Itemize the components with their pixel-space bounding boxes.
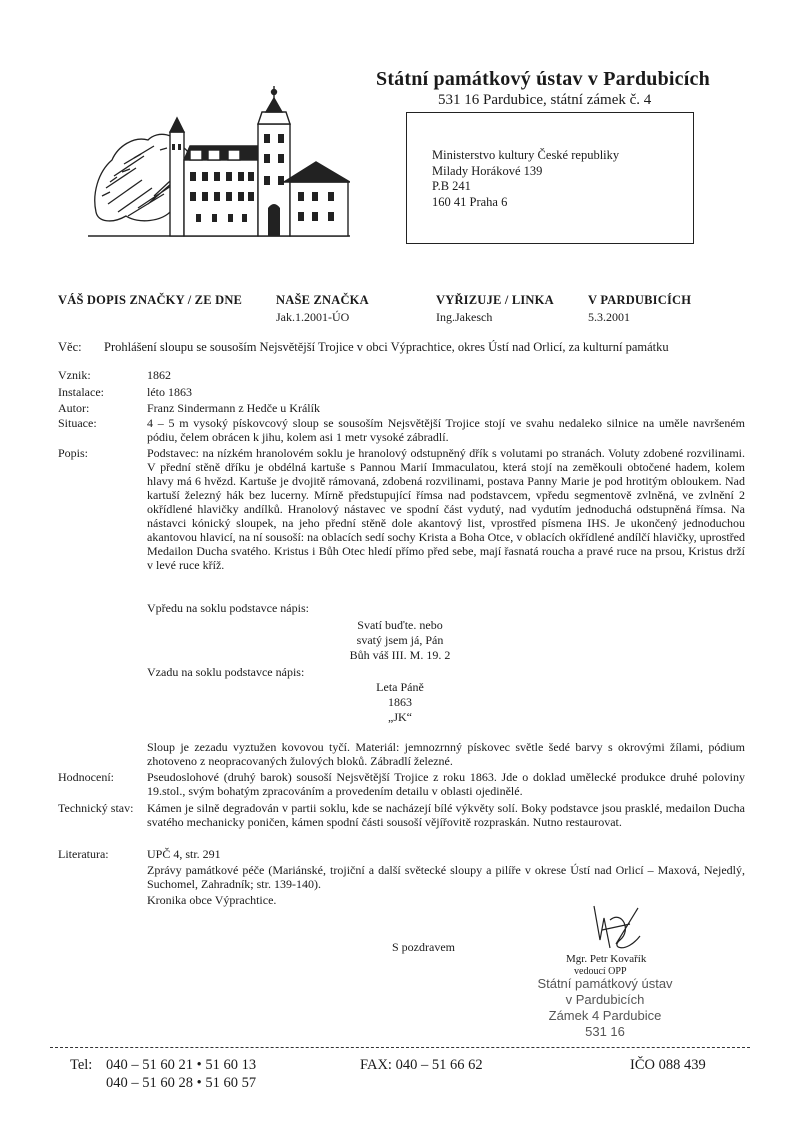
inscription-line: Leta Páně: [376, 680, 424, 694]
popis-label: Popis:: [58, 446, 89, 460]
popis-value: Podstavec: na nízkém hranolovém soklu je hranolový odstupněný dřík s volutami po stranách. Voluty zdobené rozvilinami. V přední stěně dříku je obdélná kartuše s Pannou Marií Immaculatou, která stojí na zeměkouli obtočené hadem, kolem hlavy má 6 hvězd. Kartuše je dvojitě rámovaná, zdobená rozvilinami, postava Panny Marie je pod hrotitým obloukem. Nad kartuší železný hák bez lucerny. Mírně předstupující římsa nad podstavcem, vpředu segmentově zvlněná, ve zvlnění 2 okřídlené hlavičky andílků. Hranolový nástavec ve spodní část vydutý, nad vydutím jednoduchá odstupněná římsa. Na nástavci kónický sloupek, na jeho přední stěně dole akantový list, vprostřed písmena IHS. Je ukončený jednoduchou akantovou hlavicí, na ní sousoší: na oblacích sedí sochy Krista a Boha Otce, v oblacích okřídlené andílčí hlavičky, uprostřed Medailon Ducha svatého. Kristus i Bůh Otec hledí přímo před sebe, mají řasnatá roucha a pravé ruce na prsou, Kristus drží v levé ruce kříž.: [147, 446, 745, 572]
hodnoceni-label: Hodnocení:: [58, 770, 114, 784]
your-letter-ref: [58, 293, 242, 308]
recipient-line: 160 41 Praha 6: [432, 194, 508, 209]
stamp-line: Zámek 4 Pardubice: [548, 1008, 662, 1023]
front-inscription: [300, 618, 500, 663]
vznik-label: Vznik:: [58, 368, 91, 382]
back-inscription-label: Vzadu na soklu podstavce nápis:: [147, 665, 305, 679]
literatura-label: Literatura:: [58, 847, 109, 861]
subject-line: [58, 340, 669, 355]
our-ref-value: Jak.1.2001-ÚO: [276, 310, 350, 324]
inscription-line: „JK“: [388, 710, 412, 724]
castle-logo-icon: [88, 84, 350, 244]
literatura-item: UPČ 4, str. 291: [147, 847, 221, 861]
inscription-line: svatý jsem já, Pán: [356, 633, 444, 647]
greeting: S pozdravem: [392, 940, 455, 954]
stamp-line: Státní památkový ústav: [537, 976, 673, 991]
our-ref: [276, 293, 369, 325]
literatura-list: [147, 847, 745, 907]
autor-value: Franz Sindermann z Hedče u Králík: [147, 401, 320, 415]
handled-by-label: VYŘIZUJE / LINKA: [436, 293, 554, 307]
place-label: V PARDUBICÍCH: [588, 293, 692, 307]
situace-value: 4 – 5 m vysoký pískovcový sloup se sousoším Nejsvětější Trojice stojí ve svahu nedaleko silnice na uměle navršeném pódiu, čelem obrácen k jihu, kolem asi 1 metr vysoké zábradlí.: [147, 416, 745, 444]
footer-ico: IČO 088 439: [630, 1057, 706, 1073]
recipient-address: [432, 148, 619, 210]
footer-phones: [106, 1056, 256, 1092]
technicky-stav-label: Technický stav:: [58, 801, 134, 815]
your-letter-label: VÁŠ DOPIS ZNAČKY / ZE DNE: [58, 293, 243, 307]
signer-name: Mgr. Petr Kovařík: [566, 953, 647, 965]
phone-line: 040 – 51 60 21 • 51 60 13: [106, 1057, 257, 1073]
footer-fax: FAX: 040 – 51 66 62: [360, 1057, 483, 1073]
signer-role: vedoucí OPP: [574, 966, 627, 977]
our-ref-label: NAŠE ZNAČKA: [276, 293, 369, 307]
date-value: 5.3.2001: [588, 310, 630, 324]
material-paragraph: Sloup je zezadu vyztužen kovovou tyčí. Materiál: jemnozrnný pískovec světle šedé barvy s okrovými žílami, pódium zhotoveno z neopracovaných žulových bloků. Zábradlí železné.: [147, 740, 745, 768]
handled-by: [436, 293, 554, 325]
recipient-line: P.B 241: [432, 179, 471, 193]
literatura-item: Zprávy památkové péče (Mariánské, trojiční a další světecké sloupy a pilíře v okrese Ústí nad Orlicí – Maxová, Nejedlý, Suchomel, Zahradník; str. 139-140).: [147, 863, 745, 891]
footer-divider: [50, 1047, 750, 1048]
organization-address: 531 16 Pardubice, státní zámek č. 4: [438, 92, 652, 108]
instalace-value: léto 1863: [147, 385, 192, 399]
technicky-stav-value: Kámen je silně degradován v partii soklu, kde se nacházejí bílé výkvěty solí. Boky podstavce jsou prasklé, medailon Ducha svatého mechanicky poničen, kámen spodní části sousoší vějířovitě rozpraskán. Nutno restaurovat.: [147, 801, 745, 829]
office-stamp: [520, 976, 690, 1040]
inscription-line: Bůh váš III. M. 19. 2: [349, 648, 451, 662]
subject-text: Prohlášení sloupu se sousoším Nejsvětější Trojice v obci Výprachtice, okres Ústí nad Orlicí, za kulturní památku: [104, 340, 669, 354]
front-inscription-label: Vpředu na soklu podstavce nápis:: [147, 601, 309, 615]
vznik-value: 1862: [147, 368, 171, 382]
handwritten-signature-icon: [580, 900, 650, 960]
handled-by-value: Ing.Jakesch: [436, 310, 493, 324]
footer-tel-label: Tel:: [70, 1057, 93, 1073]
recipient-line: Ministerstvo kultury České republiky: [432, 148, 620, 162]
phone-line: 040 – 51 60 28 • 51 60 57: [106, 1075, 257, 1091]
situace-label: Situace:: [58, 416, 97, 430]
inscription-line: 1863: [388, 695, 412, 709]
organization-name: Státní památkový ústav v Pardubicích: [376, 68, 710, 90]
stamp-line: 531 16: [585, 1024, 625, 1039]
autor-label: Autor:: [58, 401, 90, 415]
inscription-line: Svatí buďte. nebo: [357, 618, 443, 632]
literatura-item: Kronika obce Výprachtice.: [147, 893, 277, 907]
recipient-line: Milady Horákové 139: [432, 163, 543, 178]
place-date: [588, 293, 691, 325]
back-inscription: [300, 680, 500, 725]
stamp-line: v Pardubicích: [565, 992, 645, 1007]
instalace-label: Instalace:: [58, 385, 104, 399]
hodnoceni-value: Pseudoslohové (druhý barok) sousoší Nejsvětější Trojice z roku 1863. Jde o doklad umělecké produkce druhé poloviny 19.stol., svým bohatým zpracováním a provedením detailu v oblasti ojedinělé.: [147, 770, 745, 798]
subject-label: Věc:: [58, 340, 82, 354]
